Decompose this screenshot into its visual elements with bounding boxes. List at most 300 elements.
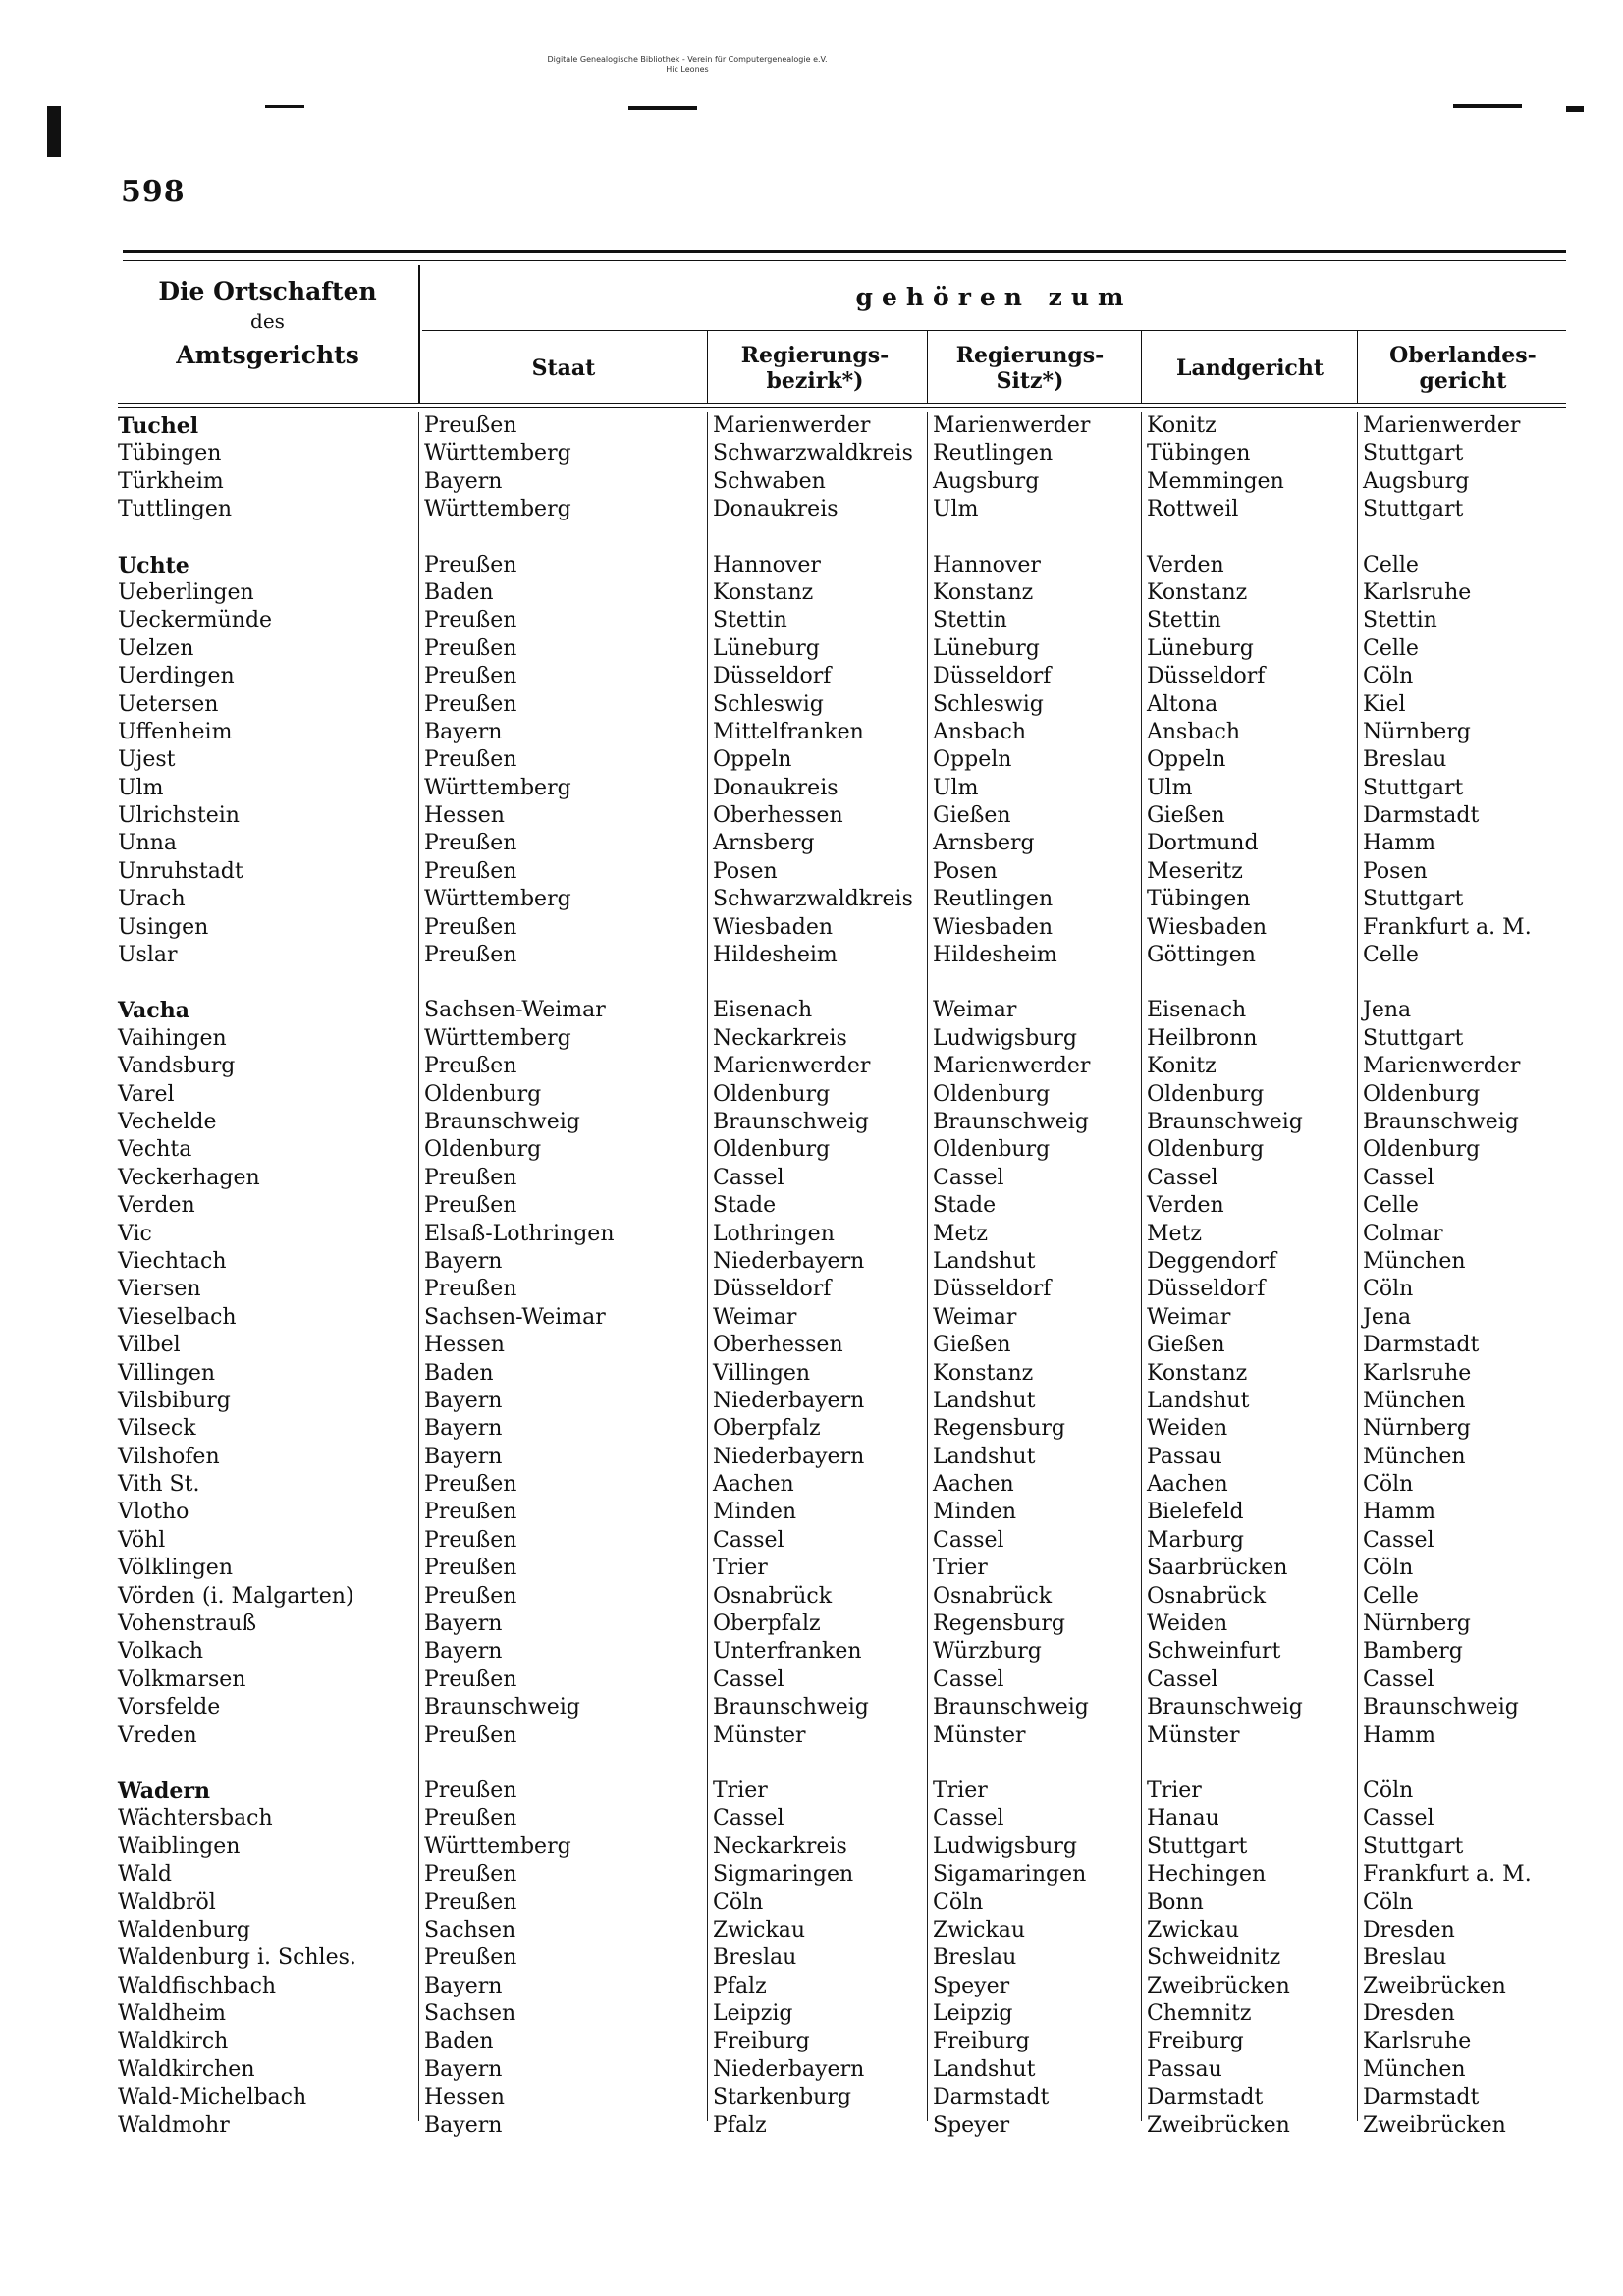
cell-staat: Sachsen-Weimar [424,1304,606,1330]
cell-oberlandesgericht: Frankfurt a. M. [1363,914,1532,940]
court-table-body [118,412,1566,2140]
cell-landgericht: Osnabrück [1147,1583,1267,1609]
cell-place-name: Vorsfelde [118,1695,221,1721]
table-row [118,440,1566,467]
table-row [118,552,1566,579]
cell-place-name: Waldmohr [118,2112,230,2138]
cell-regierungsbezirk: Minden [713,1500,797,1525]
table-row [118,1638,1566,1666]
cell-place-name: Unna [118,831,177,856]
cell-regierungssitz: Trier [933,1556,988,1581]
cell-landgericht: Cassel [1147,1667,1218,1692]
cell-oberlandesgericht: Celle [1363,552,1419,577]
cell-staat: Bayern [424,468,503,494]
cell-oberlandesgericht: Frankfurt a. M. [1363,1862,1532,1887]
cell-oberlandesgericht: Stuttgart [1363,497,1464,522]
cell-regierungsbezirk: Lüneburg [713,635,820,661]
cell-oberlandesgericht: Nürnberg [1363,719,1471,744]
cell-regierungsbezirk: Cassel [713,1165,784,1190]
cell-place-name: Waldkirchen [118,2056,255,2082]
cell-oberlandesgericht: Marienwerder [1363,1054,1521,1079]
cell-regierungsbezirk: Niederbayern [713,1444,865,1469]
cell-staat: Preußen [424,1667,517,1692]
cell-regierungsbezirk: Niederbayern [713,2056,865,2082]
cell-place-name: Vechelde [118,1109,217,1134]
table-row [118,775,1566,802]
cell-place-name: Waldheim [118,2001,227,2027]
cell-place-name: Uslar [118,943,178,968]
table-row [118,1694,1566,1722]
cell-staat: Preußen [424,1500,517,1525]
cell-oberlandesgericht: Oldenburg [1363,1081,1481,1107]
cell-staat: Preußen [424,608,517,633]
cell-oberlandesgericht: Marienwerder [1363,413,1521,438]
cell-regierungsbezirk: Hannover [713,552,821,577]
header-staat: Staat [531,355,596,381]
cell-staat: Sachsen-Weimar [424,998,606,1023]
cell-regierungssitz: Hannover [933,552,1041,577]
cell-landgericht: Cassel [1147,1165,1218,1190]
cell-regierungsbezirk: Stettin [713,608,787,633]
cell-regierungsbezirk: Zwickau [713,1917,806,1942]
cell-staat: Preußen [424,664,517,689]
cell-landgericht: Konitz [1147,413,1217,438]
table-row [118,2028,1566,2055]
cell-landgericht: Braunschweig [1147,1695,1303,1721]
cell-place-name: Waldbröl [118,1889,216,1915]
cell-landgericht: Landshut [1147,1388,1250,1413]
cell-regierungsbezirk: Leipzig [713,2001,793,2027]
cell-place-name: Wald [118,1862,172,1887]
cell-staat: Bayern [424,2056,503,2082]
cell-regierungssitz: Marienwerder [933,1054,1091,1079]
table-row [118,1777,1566,1805]
cell-staat: Preußen [424,1583,517,1609]
cell-landgericht: Chemnitz [1147,2001,1252,2027]
cell-regierungsbezirk: Schwarzwaldkreis [713,441,913,466]
cell-regierungssitz: Würzburg [933,1639,1042,1665]
cell-staat: Hessen [424,2085,505,2110]
cell-regierungssitz: Braunschweig [933,1109,1089,1134]
cell-landgericht: Tübingen [1147,441,1251,466]
cell-regierungssitz: Augsburg [933,468,1040,494]
cell-staat: Braunschweig [424,1695,580,1721]
cell-regierungssitz: Speyer [933,2112,1010,2138]
cell-landgericht: Düsseldorf [1147,664,1266,689]
cell-landgericht: Darmstadt [1147,2085,1264,2110]
cell-oberlandesgericht: Cassel [1363,1527,1434,1553]
cell-oberlandesgericht: Karlsruhe [1363,579,1472,605]
scan-speck [1566,106,1584,112]
cell-regierungsbezirk: Hildesheim [713,943,838,968]
cell-oberlandesgericht: Celle [1363,1583,1419,1609]
cell-place-name: Waldenburg [118,1917,250,1942]
cell-oberlandesgericht: Cöln [1363,664,1414,689]
cell-place-name: Vandsburg [118,1054,236,1079]
cell-oberlandesgericht: Braunschweig [1363,1695,1519,1721]
cell-landgericht: Marburg [1147,1527,1245,1553]
table-row [118,914,1566,942]
cell-place-name: Tuchel [118,413,199,439]
cell-regierungsbezirk: Oberpfalz [713,1416,821,1442]
cell-oberlandesgericht: Cöln [1363,1277,1414,1302]
cell-regierungssitz: Lüneburg [933,635,1040,661]
cell-oberlandesgericht: Cassel [1363,1165,1434,1190]
cell-regierungsbezirk: Niederbayern [713,1388,865,1413]
cell-regierungsbezirk: Marienwerder [713,413,871,438]
cell-landgericht: Tübingen [1147,887,1251,912]
cell-landgericht: Wiesbaden [1147,914,1268,940]
cell-oberlandesgericht: Kiel [1363,691,1406,717]
cell-place-name: Urach [118,887,186,912]
cell-regierungssitz: Freiburg [933,2029,1030,2054]
cell-regierungsbezirk: Aachen [713,1472,794,1498]
table-row [118,746,1566,774]
cell-landgericht: Weiden [1147,1612,1228,1637]
cell-regierungssitz: Ludwigsburg [933,1833,1077,1859]
cell-oberlandesgericht: Cöln [1363,1472,1414,1498]
cell-place-name: Waldenburg i. Schles. [118,1945,356,1971]
cell-regierungssitz: Cöln [933,1889,984,1915]
cell-regierungssitz: Minden [933,1500,1017,1525]
scan-speck [628,106,697,110]
watermark-line1: Digitale Genealogische Bibliothek - Verein für Computergenealogie e.V. [547,55,828,64]
table-row [118,468,1566,496]
cell-regierungsbezirk: Cöln [713,1889,764,1915]
cell-place-name: Wald-Michelbach [118,2085,307,2110]
cell-oberlandesgericht: Stuttgart [1363,887,1464,912]
cell-regierungssitz: Landshut [933,1444,1036,1469]
cell-oberlandesgericht: Cöln [1363,1777,1414,1803]
table-row [118,1973,1566,2000]
cell-regierungssitz: Cassel [933,1165,1004,1190]
cell-staat: Bayern [424,1416,503,1442]
cell-regierungsbezirk: Arnsberg [713,831,815,856]
cell-staat: Bayern [424,1639,503,1665]
table-row [118,1276,1566,1303]
cell-place-name: Vöhl [118,1527,166,1553]
cell-oberlandesgericht: Colmar [1363,1221,1443,1246]
table-row [118,1611,1566,1638]
cell-oberlandesgericht: Karlsruhe [1363,1360,1472,1386]
cell-staat: Preußen [424,1193,517,1219]
cell-staat: Hessen [424,803,505,829]
cell-staat: Preußen [424,1277,517,1302]
table-row [118,886,1566,913]
cell-staat: Bayern [424,1248,503,1274]
cell-staat: Preußen [424,747,517,773]
table-row [118,1471,1566,1499]
cell-oberlandesgericht: Stuttgart [1363,441,1464,466]
cell-oberlandesgericht: Stuttgart [1363,1833,1464,1859]
cell-landgericht: Dortmund [1147,831,1259,856]
cell-oberlandesgericht: Darmstadt [1363,2085,1480,2110]
table-row [118,1221,1566,1248]
cell-landgericht: Verden [1147,552,1224,577]
cell-place-name: Vilseck [118,1416,196,1442]
cell-regierungssitz: Oppeln [933,747,1012,773]
cell-staat: Preußen [424,1945,517,1971]
table-row [118,579,1566,607]
cell-place-name: Tübingen [118,441,222,466]
cell-staat: Preußen [424,1472,517,1498]
cell-staat: Preußen [424,552,517,577]
cell-landgericht: Zwickau [1147,1917,1240,1942]
scan-speck [1453,104,1522,108]
cell-regierungsbezirk: Oberhessen [713,803,843,829]
cell-regierungsbezirk: Oppeln [713,747,792,773]
cell-regierungsbezirk: Oldenburg [713,1081,831,1107]
cell-oberlandesgericht: Oldenburg [1363,1137,1481,1163]
table-row [118,1304,1566,1332]
cell-regierungsbezirk: Schwaben [713,468,826,494]
cell-landgericht: Rottweil [1147,497,1239,522]
cell-oberlandesgericht: Breslau [1363,747,1447,773]
cell-oberlandesgericht: Dresden [1363,2001,1455,2027]
cell-landgericht: Lüneburg [1147,635,1254,661]
cell-landgericht: Münster [1147,1722,1240,1748]
cell-regierungssitz: Weimar [933,998,1017,1023]
cell-place-name: Veckerhagen [118,1165,260,1190]
cell-staat: Preußen [424,635,517,661]
cell-regierungssitz: Regensburg [933,1416,1065,1442]
header-divider [1141,330,1142,403]
cell-landgericht: Bielefeld [1147,1500,1244,1525]
cell-staat: Preußen [424,1722,517,1748]
cell-place-name: Waldfischbach [118,1973,277,1998]
cell-oberlandesgericht: Hamm [1363,1500,1436,1525]
cell-regierungssitz: Marienwerder [933,413,1091,438]
table-row [118,1889,1566,1917]
cell-oberlandesgericht: Darmstadt [1363,1333,1480,1358]
cell-landgericht: Verden [1147,1193,1224,1219]
cell-landgericht: Schweinfurt [1147,1639,1281,1665]
cell-regierungssitz: Konstanz [933,1360,1034,1386]
cell-regierungsbezirk: Weimar [713,1304,797,1330]
cell-staat: Bayern [424,1612,503,1637]
cell-regierungssitz: Stettin [933,608,1007,633]
cell-place-name: Vic [118,1221,152,1246]
cell-staat: Preußen [424,1862,517,1887]
cell-landgericht: Konitz [1147,1054,1217,1079]
cell-regierungssitz: Düsseldorf [933,664,1052,689]
cell-regierungssitz: Zwickau [933,1917,1026,1942]
scan-speck [265,105,304,108]
cell-regierungssitz: Landshut [933,2056,1036,2082]
cell-oberlandesgericht: Zweibrücken [1363,1973,1506,1998]
table-row [118,2084,1566,2111]
cell-regierungssitz: Düsseldorf [933,1277,1052,1302]
cell-regierungsbezirk: Wiesbaden [713,914,834,940]
table-row [118,663,1566,690]
cell-landgericht: Saarbrücken [1147,1556,1288,1581]
cell-regierungssitz: Stade [933,1193,997,1219]
cell-staat: Hessen [424,1333,505,1358]
header-place-line2: des [250,309,285,333]
cell-place-name: Ulm [118,775,164,800]
cell-staat: Württemberg [424,441,571,466]
cell-place-name: Vreden [118,1722,197,1748]
cell-regierungssitz: Trier [933,1777,988,1803]
cell-landgericht: Oldenburg [1147,1081,1265,1107]
cell-oberlandesgericht: Celle [1363,943,1419,968]
cell-landgericht: Trier [1147,1777,1202,1803]
cell-landgericht: Hanau [1147,1806,1219,1831]
cell-regierungssitz: Aachen [933,1472,1014,1498]
cell-staat: Württemberg [424,1833,571,1859]
cell-regierungsbezirk: Stade [713,1193,777,1219]
cell-oberlandesgericht: Bamberg [1363,1639,1463,1665]
cell-place-name: Ueckermünde [118,608,273,633]
cell-landgericht: Ulm [1147,775,1193,800]
header-group-rule [422,330,1566,331]
cell-landgericht: Konstanz [1147,579,1248,605]
cell-landgericht: Ansbach [1147,719,1241,744]
table-row [118,412,1566,440]
cell-oberlandesgericht: München [1363,1388,1466,1413]
cell-place-name: Ueberlingen [118,579,254,605]
cell-staat: Württemberg [424,775,571,800]
cell-oberlandesgericht: Breslau [1363,1945,1447,1971]
cell-regierungssitz: Wiesbaden [933,914,1054,940]
table-header [118,265,1566,403]
cell-place-name: Verden [118,1193,195,1219]
header-place-line3: Amtsgerichts [176,341,359,369]
cell-regierungsbezirk: Posen [713,858,778,884]
cell-regierungsbezirk: Niederbayern [713,1248,865,1274]
cell-regierungsbezirk: Oldenburg [713,1137,831,1163]
table-row [118,1583,1566,1611]
cell-place-name: Unruhstadt [118,858,243,884]
cell-regierungssitz: Hildesheim [933,943,1057,968]
scan-speck [47,106,61,157]
cell-regierungsbezirk: Mittelfranken [713,719,864,744]
cell-landgericht: Gießen [1147,803,1225,829]
cell-oberlandesgericht: Cöln [1363,1556,1414,1581]
cell-oberlandesgericht: Darmstadt [1363,803,1480,829]
cell-place-name: Usingen [118,914,209,940]
header-regbezirk: Regierungs-bezirk*) [740,343,890,394]
cell-regierungsbezirk: Eisenach [713,998,813,1023]
cell-staat: Baden [424,1360,494,1386]
cell-regierungsbezirk: Lothringen [713,1221,835,1246]
table-row [118,1360,1566,1388]
table-row [118,1109,1566,1136]
cell-landgericht: Altona [1147,691,1218,717]
cell-regierungssitz: Regensburg [933,1612,1065,1637]
cell-regierungsbezirk: Schleswig [713,691,824,717]
cell-place-name: Vacha [118,998,189,1024]
header-regsitz: Regierungs-Sitz*) [955,343,1105,394]
cell-staat: Preußen [424,1527,517,1553]
cell-landgericht: Oppeln [1147,747,1226,773]
cell-place-name: Volkmarsen [118,1667,246,1692]
cell-landgericht: Zweibrücken [1147,2112,1290,2138]
cell-landgericht: Hechingen [1147,1862,1267,1887]
cell-oberlandesgericht: Celle [1363,635,1419,661]
table-row [118,1081,1566,1109]
header-place-line1: Die Ortschaften [158,277,377,305]
table-row [118,1861,1566,1888]
cell-regierungsbezirk: Pfalz [713,1973,767,1998]
header-group-title: gehören zum [855,283,1133,311]
cell-landgericht: Bonn [1147,1889,1204,1915]
top-rule [123,250,1566,261]
cell-regierungssitz: Breslau [933,1945,1017,1971]
cell-oberlandesgericht: Nürnberg [1363,1612,1471,1637]
cell-staat: Preußen [424,831,517,856]
cell-regierungssitz: Weimar [933,1304,1017,1330]
cell-regierungsbezirk: Schwarzwaldkreis [713,887,913,912]
cell-staat: Preußen [424,914,517,940]
cell-place-name: Uetersen [118,691,219,717]
header-divider [927,330,928,403]
cell-regierungsbezirk: Neckarkreis [713,1833,847,1859]
cell-staat: Oldenburg [424,1081,542,1107]
cell-regierungssitz: Reutlingen [933,441,1054,466]
cell-place-name: Uelzen [118,635,194,661]
cell-regierungsbezirk: Sigmaringen [713,1862,854,1887]
cell-staat: Sachsen [424,2001,516,2027]
cell-place-name: Vohenstrauß [118,1612,257,1637]
cell-staat: Baden [424,579,494,605]
header-divider [707,330,708,403]
cell-landgericht: Deggendorf [1147,1248,1276,1274]
cell-staat: Württemberg [424,497,571,522]
cell-place-name: Vaihingen [118,1025,227,1051]
cell-oberlandesgericht: Dresden [1363,1917,1455,1942]
table-row [118,1833,1566,1861]
table-row [118,830,1566,857]
cell-staat: Braunschweig [424,1109,580,1134]
cell-place-name: Villingen [118,1360,216,1386]
cell-regierungsbezirk: Donaukreis [713,497,839,522]
cell-regierungsbezirk: Pfalz [713,2112,767,2138]
table-row [118,2112,1566,2140]
table-row [118,1499,1566,1526]
cell-oberlandesgericht: Cassel [1363,1806,1434,1831]
cell-place-name: Uchte [118,552,189,578]
header-divider [1357,330,1358,403]
table-row [118,1332,1566,1359]
cell-regierungsbezirk: Trier [713,1777,768,1803]
cell-regierungsbezirk: Cassel [713,1667,784,1692]
cell-regierungssitz: Leipzig [933,2001,1013,2027]
page-number: 598 [121,175,186,209]
cell-landgericht: Oldenburg [1147,1137,1265,1163]
cell-oberlandesgericht: Augsburg [1363,468,1470,494]
cell-regierungssitz: Landshut [933,1388,1036,1413]
cell-place-name: Vith St. [118,1472,200,1498]
cell-oberlandesgericht: Posen [1363,858,1428,884]
cell-staat: Preußen [424,691,517,717]
cell-staat: Preußen [424,1556,517,1581]
cell-regierungssitz: Schleswig [933,691,1044,717]
cell-landgericht: Weimar [1147,1304,1231,1330]
cell-oberlandesgericht: München [1363,2056,1466,2082]
cell-landgericht: Düsseldorf [1147,1277,1266,1302]
cell-place-name: Uerdingen [118,664,235,689]
cell-oberlandesgericht: Stettin [1363,608,1437,633]
cell-staat: Bayern [424,1973,503,1998]
cell-regierungsbezirk: Starkenburg [713,2085,851,2110]
cell-place-name: Uffenheim [118,719,233,744]
table-row [118,719,1566,746]
cell-staat: Preußen [424,1777,517,1803]
cell-regierungssitz: Münster [933,1722,1026,1748]
cell-regierungsbezirk: Freiburg [713,2029,810,2054]
cell-staat: Preußen [424,1165,517,1190]
